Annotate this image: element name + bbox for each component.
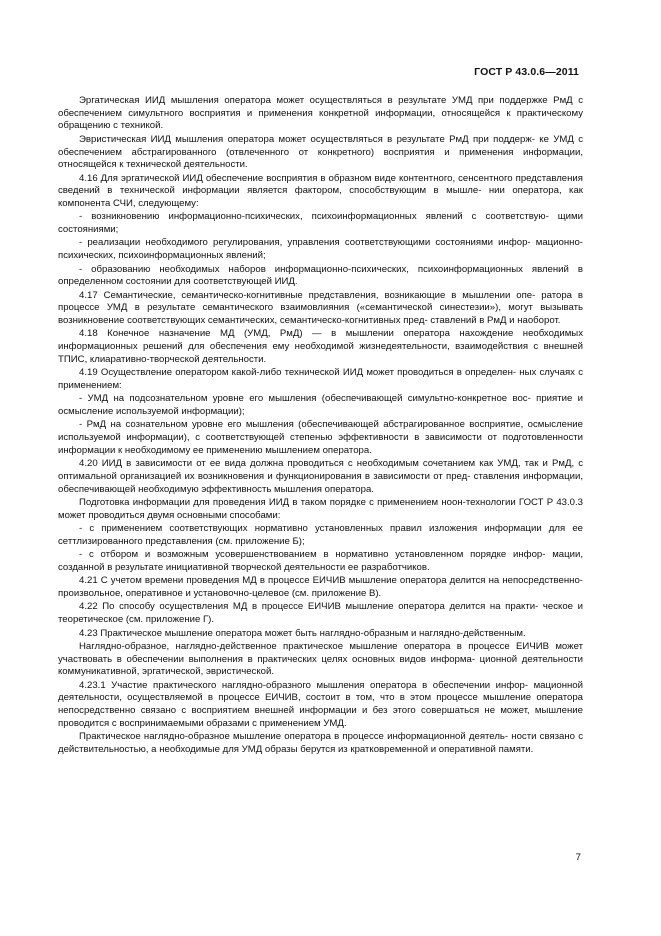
document-body	[58, 95, 583, 757]
paragraph-4-19: 4.19 Осуществление оператором какой-либо технической ИИД может проводиться в определен- ных случаях с применением:	[58, 367, 583, 391]
paragraph-4-23-1: 4.23.1 Участие практического наглядно-образного мышления оператора в обеспечении инфор- мационной деятельности, осуществляемой в процессе ЕИЧИВ, состоит в том, что в этом процессе мышление оператора непосредственно связано с восприятием внешней информации и без этого совершаться не может, мышление проводится с воспринимаемыми образами с применением УМД.	[58, 679, 583, 729]
list-item: - УМД на подсознательном уровне его мышления (обеспечивающей симультно-конкретное вос- приятие и осмысление используемой информации);	[58, 393, 583, 418]
paragraph-preparation: Подготовка информации для проведения ИИД в таком порядке с применением ноон-технологии ГОСТ Р 43.0.3 может проводиться двумя основными способами:	[58, 497, 583, 521]
list-item: - РмД на сознательном уровне его мышления (обеспечивающей абстрагированное восприятие, осмысление используемой информации), с соответствующей степенью эффективности в зависимости от подготовленности информации к необходимому ее применению мышлением оператора.	[58, 419, 583, 456]
paragraph-4-17: 4.17 Семантические, семантическо-когнитивные представления, возникающие в мышлении опе- ратора в процессе УМД в результате семантического взаимовлияния («семантической синестезии»), могут вызывать возникновение соответствующих семантических, семантическо-когнитивных пред- ставлений в РмД и наоборот.	[58, 289, 583, 327]
paragraph-4-18: 4.18 Конечное назначение МД (УМД, РмД) — в мышлении оператора нахождение необходимых информационных решений для обеспечения ему необходимой жизнедеятельности, взаимодействия с внешней ТПИС, клиаративно-творческой деятельности.	[58, 328, 583, 365]
paragraph-ergatic-iid: Эргатическая ИИД мышления оператора может осуществляться в результате УМД при поддержке РмД с обеспечением симультного восприятия и применения конкретной информации, относящейся к практическому обращению с техникой.	[58, 95, 583, 132]
document-header: ГОСТ Р 43.0.6—2011	[474, 66, 579, 78]
page-number: 7	[575, 852, 581, 863]
paragraph-practical-thinking: Практическое наглядно-образное мышление оператора в процессе информационной деятель- ности связано с действительностью, а необходимые для УМД образы берутся из кратковременной и оперативной памяти.	[58, 731, 583, 755]
paragraph-4-20: 4.20 ИИД в зависимости от ее вида должна проводиться с необходимым сочетанием как УМД, так и РмД, с оптимальной организацией их возникновения и функционирования в зависимости от пред- ставления информации, обеспечивающей необходимую эффективность мышления оператора.	[58, 458, 583, 495]
paragraph-visual-thinking: Наглядно-образное, наглядно-действенное практическое мышление оператора в процессе ЕИЧИВ может участвовать в обеспечении выполнения в практических целях основных видов информа- ционной деятельности коммуникативной, эргатической, эвристической.	[58, 640, 583, 678]
list-item: - реализации необходимого регулирования, управления соответствующими состояниями инфор- мационно-психических, психоинформационных явлений;	[58, 237, 583, 262]
list-item: - образованию необходимых наборов информационно-психических, психоинформационных явлений в определенном состоянии для соответствующей ИИД.	[58, 263, 583, 288]
list-item: - с отбором и возможным усовершенствованием в нормативно установленном порядке инфор- мации, созданной в результате инициативной творческой деятельности ее разработчиков.	[58, 549, 583, 573]
paragraph-4-23: 4.23 Практическое мышление оператора может быть наглядно-образным и наглядно-действенным.	[79, 627, 526, 639]
paragraph-4-21: 4.21 С учетом времени проведения МД в процессе ЕИЧИВ мышление оператора делится на непосредственно-произвольное, оперативное и установочно-целевое (см. приложение В).	[58, 575, 583, 600]
paragraph-heuristic-iid: Эвристическая ИИД мышления оператора может осуществляться в результате РмД при поддерж- ке УМД с обеспечением абстрагированного (отвлеченного от конкретного) восприятия и применения информации, относящейся к технической деятельности.	[58, 133, 583, 171]
list-item: - возникновению информационно-психических, психоинформационных явлений с соответствую- щими состояниями;	[58, 211, 583, 236]
paragraph-4-16: 4.16 Для эргатической ИИД обеспечение восприятия в образном виде контентного, сенсентного представления сведений в технической информации является фактором, способствующим в мышле- нии оператора, как компонента СЧИ, следующему:	[58, 172, 583, 209]
list-item: - с применением соответствующих нормативно установленных правил изложения информации для ее сеттлизированного представления (см. приложение Б);	[58, 523, 583, 547]
paragraph-4-22: 4.22 По способу осуществления МД в процессе ЕИЧИВ мышление оператора делится на практи- ческое и теоретическое (см. приложение Г).	[58, 601, 583, 626]
